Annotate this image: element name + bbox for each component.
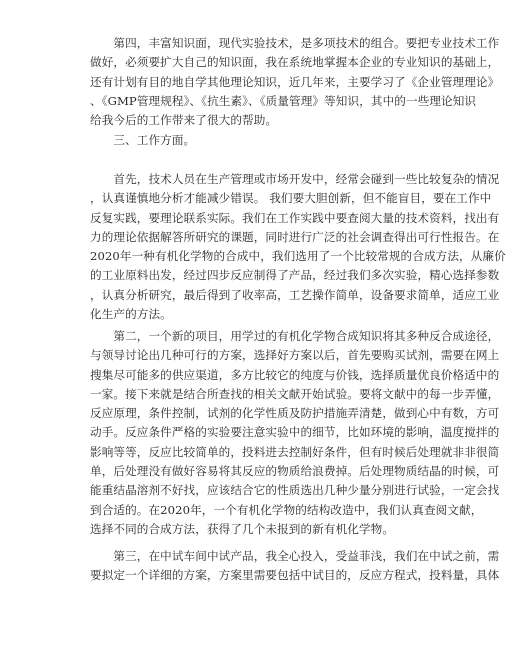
text-line: 第三，在中试车间中试产品，我全心投入，受益菲浅，我们在中试之前，需 <box>90 549 500 563</box>
text-line: ，认真分析研究，最后得到了收率高，工艺操作简单，设备要求简单，适应工业 <box>90 287 500 302</box>
text-line: 给我今后的工作带来了很大的帮助。 <box>90 113 278 128</box>
text-line: 2020年一种有机化学物的合成中，我们选用了一个比较常规的合成方法，从廉价 <box>90 249 506 264</box>
text-line: 单，后处理没有做好容易将其反应的物质给浪费掉。后处理物质结晶的时候，可 <box>90 464 500 479</box>
paragraph-first <box>90 170 506 324</box>
paragraph-third <box>90 547 500 586</box>
paragraph-second <box>90 327 500 539</box>
section-heading-work <box>90 131 416 150</box>
text-line: 到合适的。在2020年，一个有机化学物的结构改造中，我们认真查阅文献， <box>90 502 483 517</box>
text-line: 第四，丰富知识面，现代实验技术，是多项技术的组合。要把专业技术工作 <box>90 36 500 50</box>
text-line: 、《GMP管理规程》、《抗生素》、《质量管理》等知识，其中的一些理论知识 <box>90 93 477 108</box>
text-line: 选择不同的合成方法，获得了几个未报到的新有机化学物。 <box>90 521 395 536</box>
text-line: 力的理论依据解答所研究的课题，同时进行广泛的社会调查得出可行性报告。在 <box>90 229 500 244</box>
text-line: 动手。反应条件严格的实验要注意实验中的细节，比如环境的影响，温度搅拌的 <box>90 425 500 440</box>
paragraph-knowledge <box>90 34 500 130</box>
text-line: 反应原理，条件控制，试剂的化学性质及防护措施弄清楚，做到心中有数，方可 <box>90 406 500 421</box>
text-line: 搜集尽可能多的供应渠道，多方比较它的纯度与价钱，选择质量优良价格适中的 <box>90 367 500 382</box>
text-line: 要拟定一个详细的方案，方案里需要包括中试目的，反应方程式，投料量，具体 <box>90 568 500 583</box>
text-line: 第二，一个新的项目，用学过的有机化学物合成知识将其多种反合成途径， <box>90 329 500 343</box>
text-line: 与领导讨论出几种可行的方案，选择好方案以后，首先要购买试剂，需要在网上 <box>90 348 500 363</box>
text-line: 反复实践，要理论联系实际。我们在工作实践中要查阅大量的技术资料，找出有 <box>90 210 500 225</box>
text-line: 还有计划有目的地自学其他理论知识，近几年来，主要学习了《企业管理理论》 <box>90 74 500 89</box>
text-line: 影响等等，反应比较简单的，投料进去控制好条件，但有时候后处理就非非很简 <box>90 444 500 459</box>
text-line: 的工业原料出发，经过四步反应制得了产品，经过我们多次实验，精心选择参数 <box>90 268 500 283</box>
text-line: 一家。接下来就是结合所查找的相关文献开始试验。要将文献中的每一步弄懂， <box>90 386 500 401</box>
text-line: 化生产的方法。 <box>90 307 172 322</box>
text-line: 三、工作方面。 <box>90 133 196 147</box>
text-line: 做好，必须要扩大自己的知识面，我在系统地掌握本企业的专业知识的基础上， <box>90 55 500 70</box>
text-line: ，认真谨慎地分析才能减少错误。 我们要大胆创新，但不能盲目，要在工作中 <box>90 191 492 206</box>
text-line: 能重结晶溶剂不好找，应该结合它的性质选出几种少量分别进行试验，一定会找 <box>90 483 500 498</box>
text-line: 首先，技术人员在生产管理或市场开发中，经常会碰到一些比较复杂的情况 <box>90 172 500 186</box>
